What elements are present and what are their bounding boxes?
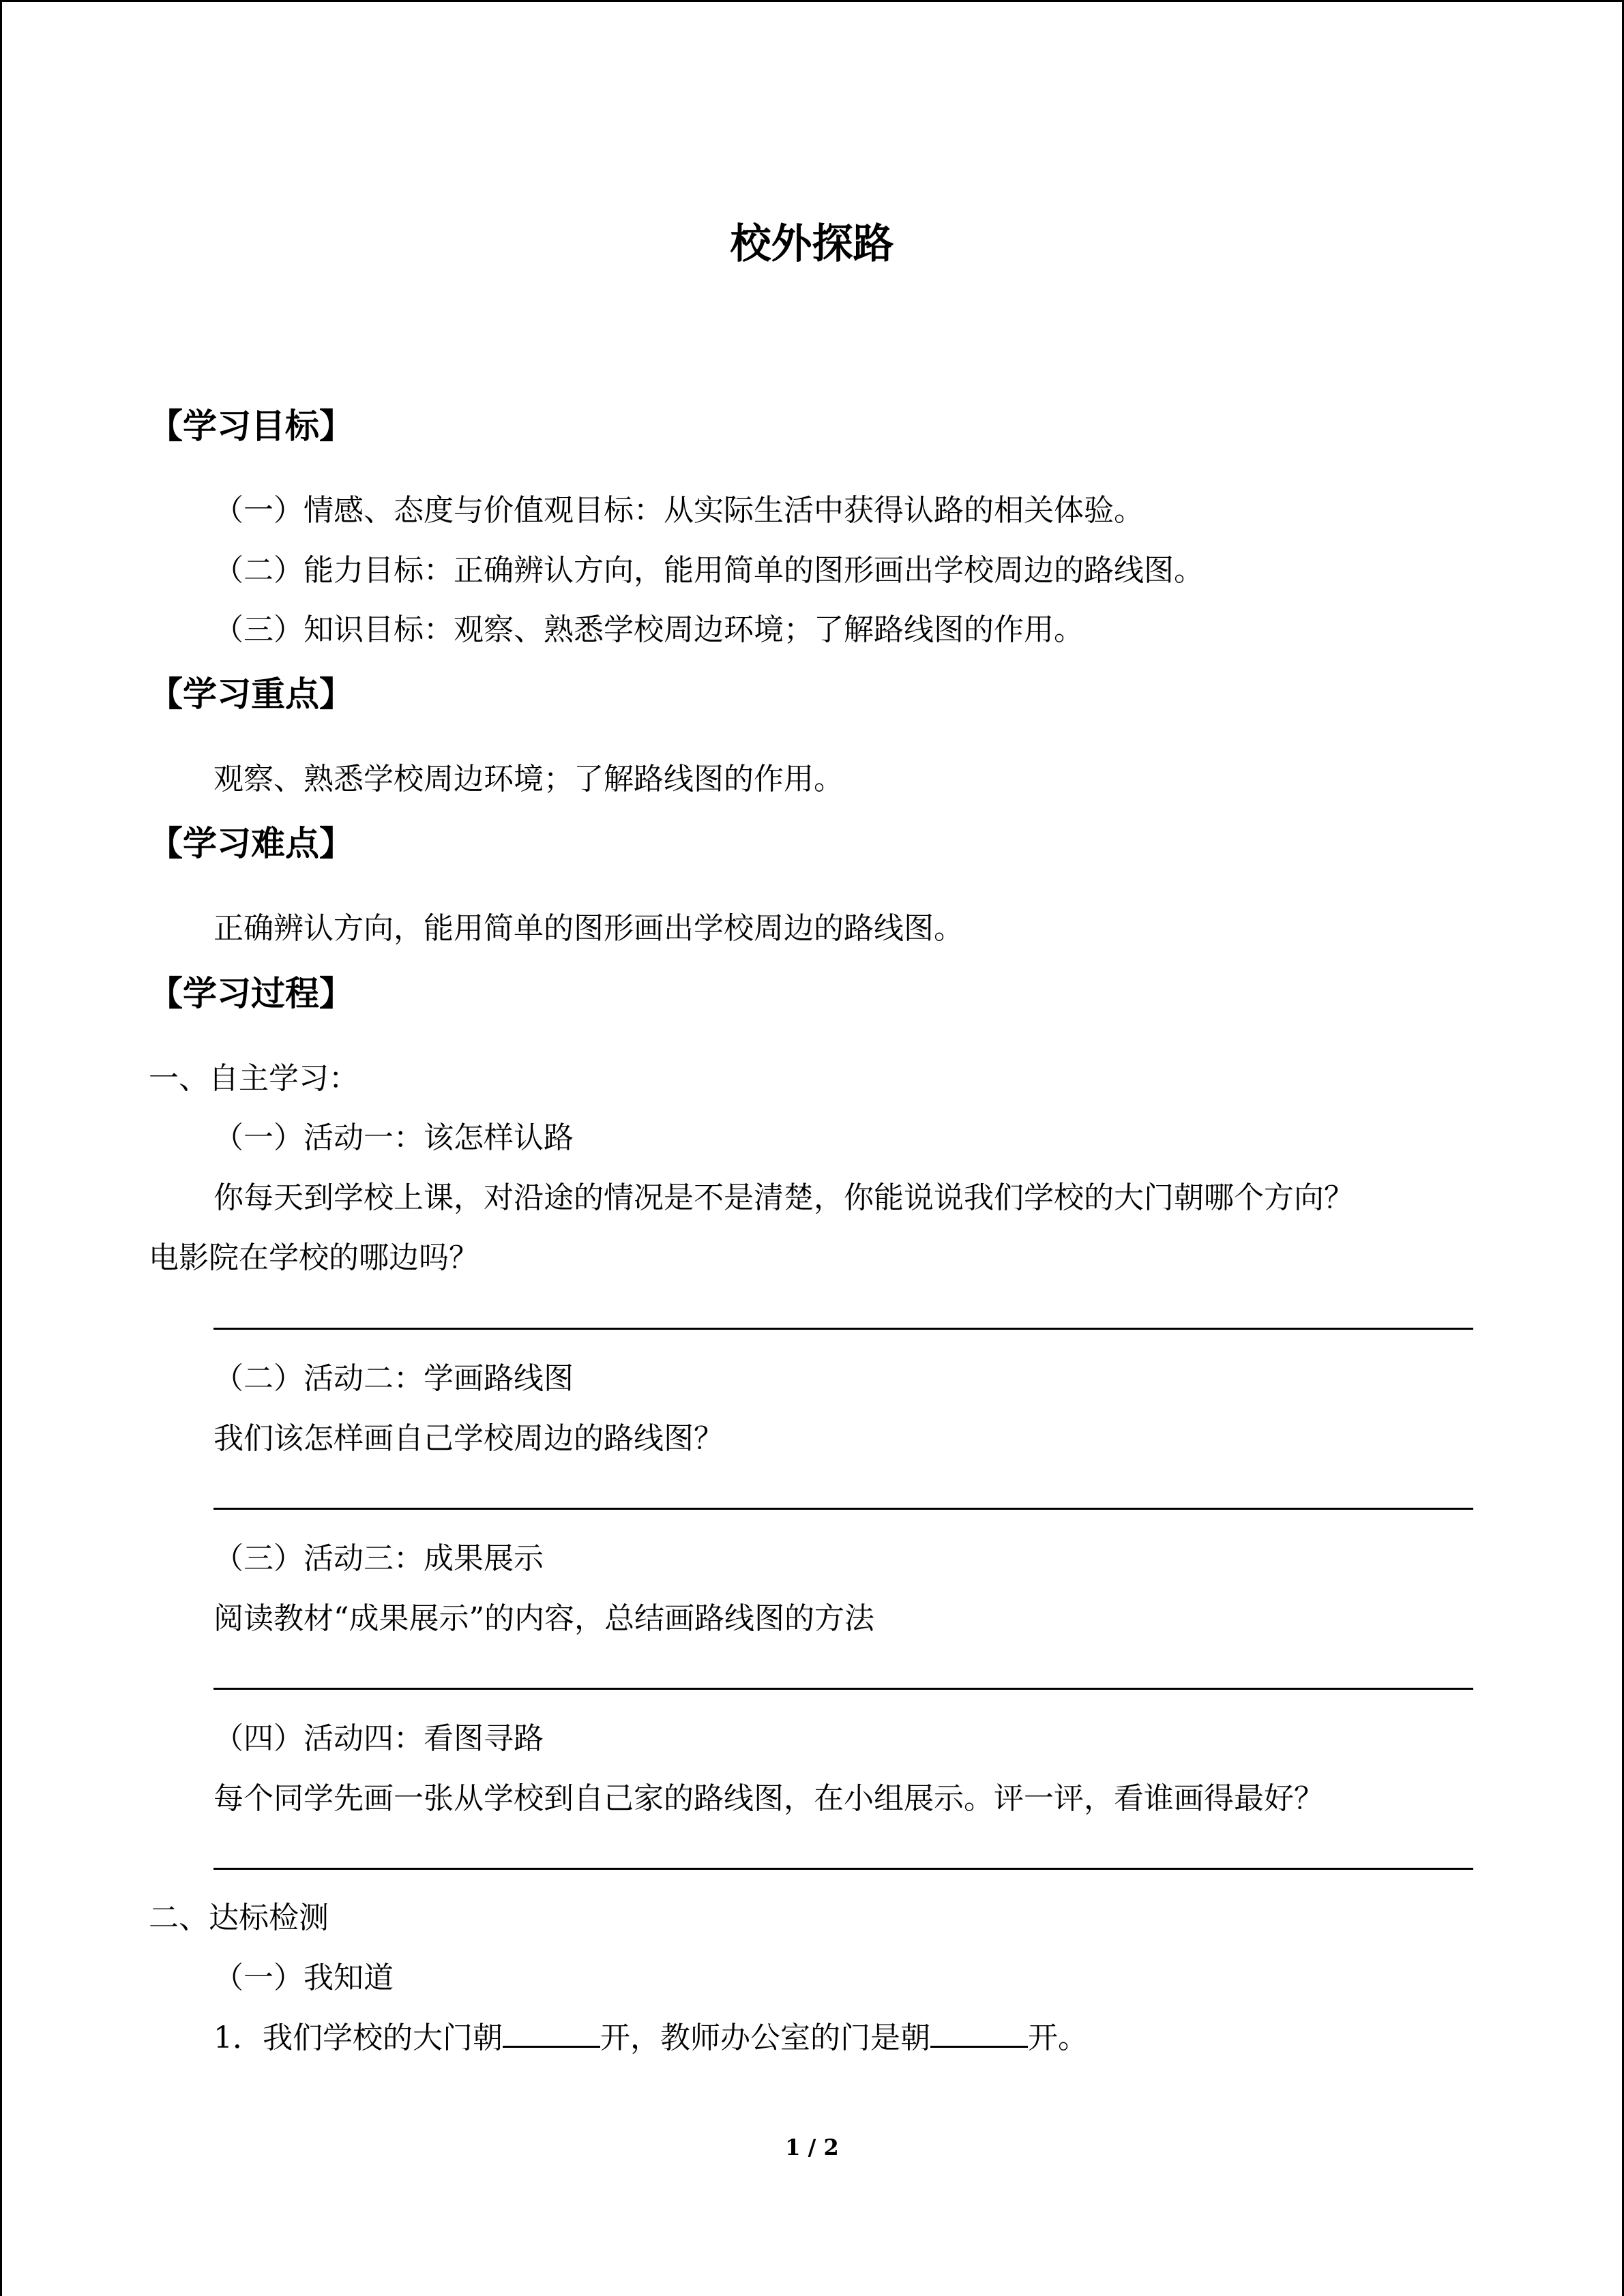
part2-title: 二、达标检测 — [149, 1900, 329, 1935]
document-title: 校外探路 — [730, 220, 894, 268]
activity4-title: （四）活动四：看图寻路 — [213, 1721, 544, 1756]
activity2-title: （二）活动二：学画路线图 — [213, 1361, 574, 1396]
heading-learning-process: 【学习过程】 — [149, 973, 353, 1013]
activity1-title: （一）活动一：该怎样认路 — [213, 1120, 574, 1155]
activity3-title: （三）活动三：成果展示 — [213, 1541, 544, 1576]
part1-title: 一、自主学习： — [149, 1061, 359, 1096]
test1-title: （一）我知道 — [213, 1960, 394, 1995]
page-border-top — [0, 0, 1624, 2]
heading-key-points: 【学习重点】 — [149, 674, 353, 714]
activity4-text: 每个同学先画一张从学校到自己家的路线图，在小组展示。评一评，看谁画得最好？ — [213, 1781, 1324, 1816]
goal-item-2: （二）能力目标：正确辨认方向，能用简单的图形画出学校周边的路线图。 — [213, 553, 1204, 588]
page-number: 1 / 2 — [785, 2134, 839, 2160]
fill-blank-gate-direction[interactable] — [503, 2018, 600, 2048]
answer-line-4 — [213, 1868, 1473, 1870]
answer-line-3 — [213, 1688, 1473, 1690]
activity3-text: 阅读教材“成果展示”的内容，总结画路线图的方法 — [213, 1601, 874, 1636]
fill-blank-office-direction[interactable] — [930, 2018, 1028, 2048]
activity1-text-line2: 电影院在学校的哪边吗？ — [149, 1240, 479, 1275]
goal-item-3: （三）知识目标：观察、熟悉学校周边环境；了解路线图的作用。 — [213, 612, 1084, 647]
goal-item-1: （一）情感、态度与价值观目标：从实际生活中获得认路的相关体验。 — [213, 493, 1144, 528]
difficulties-text: 正确辨认方向，能用简单的图形画出学校周边的路线图。 — [213, 911, 964, 946]
answer-line-1 — [213, 1328, 1473, 1330]
heading-learning-goals: 【学习目标】 — [149, 406, 353, 446]
heading-difficulties: 【学习难点】 — [149, 823, 353, 863]
question-1-part3: 开。 — [1028, 2021, 1088, 2055]
key-points-text: 观察、熟悉学校周边环境；了解路线图的作用。 — [213, 762, 844, 796]
question-1-part1: 1．我们学校的大门朝 — [213, 2021, 503, 2055]
activity1-text-line1: 你每天到学校上课，对沿途的情况是不是清楚，你能说说我们学校的大门朝哪个方向？ — [213, 1180, 1354, 1215]
question-1 — [213, 2013, 1088, 2057]
page-border-left — [0, 0, 2, 2296]
question-1-part2: 开，教师办公室的门是朝 — [600, 2021, 930, 2055]
activity2-text: 我们该怎样画自己学校周边的路线图？ — [213, 1421, 724, 1456]
answer-line-2 — [213, 1508, 1473, 1510]
